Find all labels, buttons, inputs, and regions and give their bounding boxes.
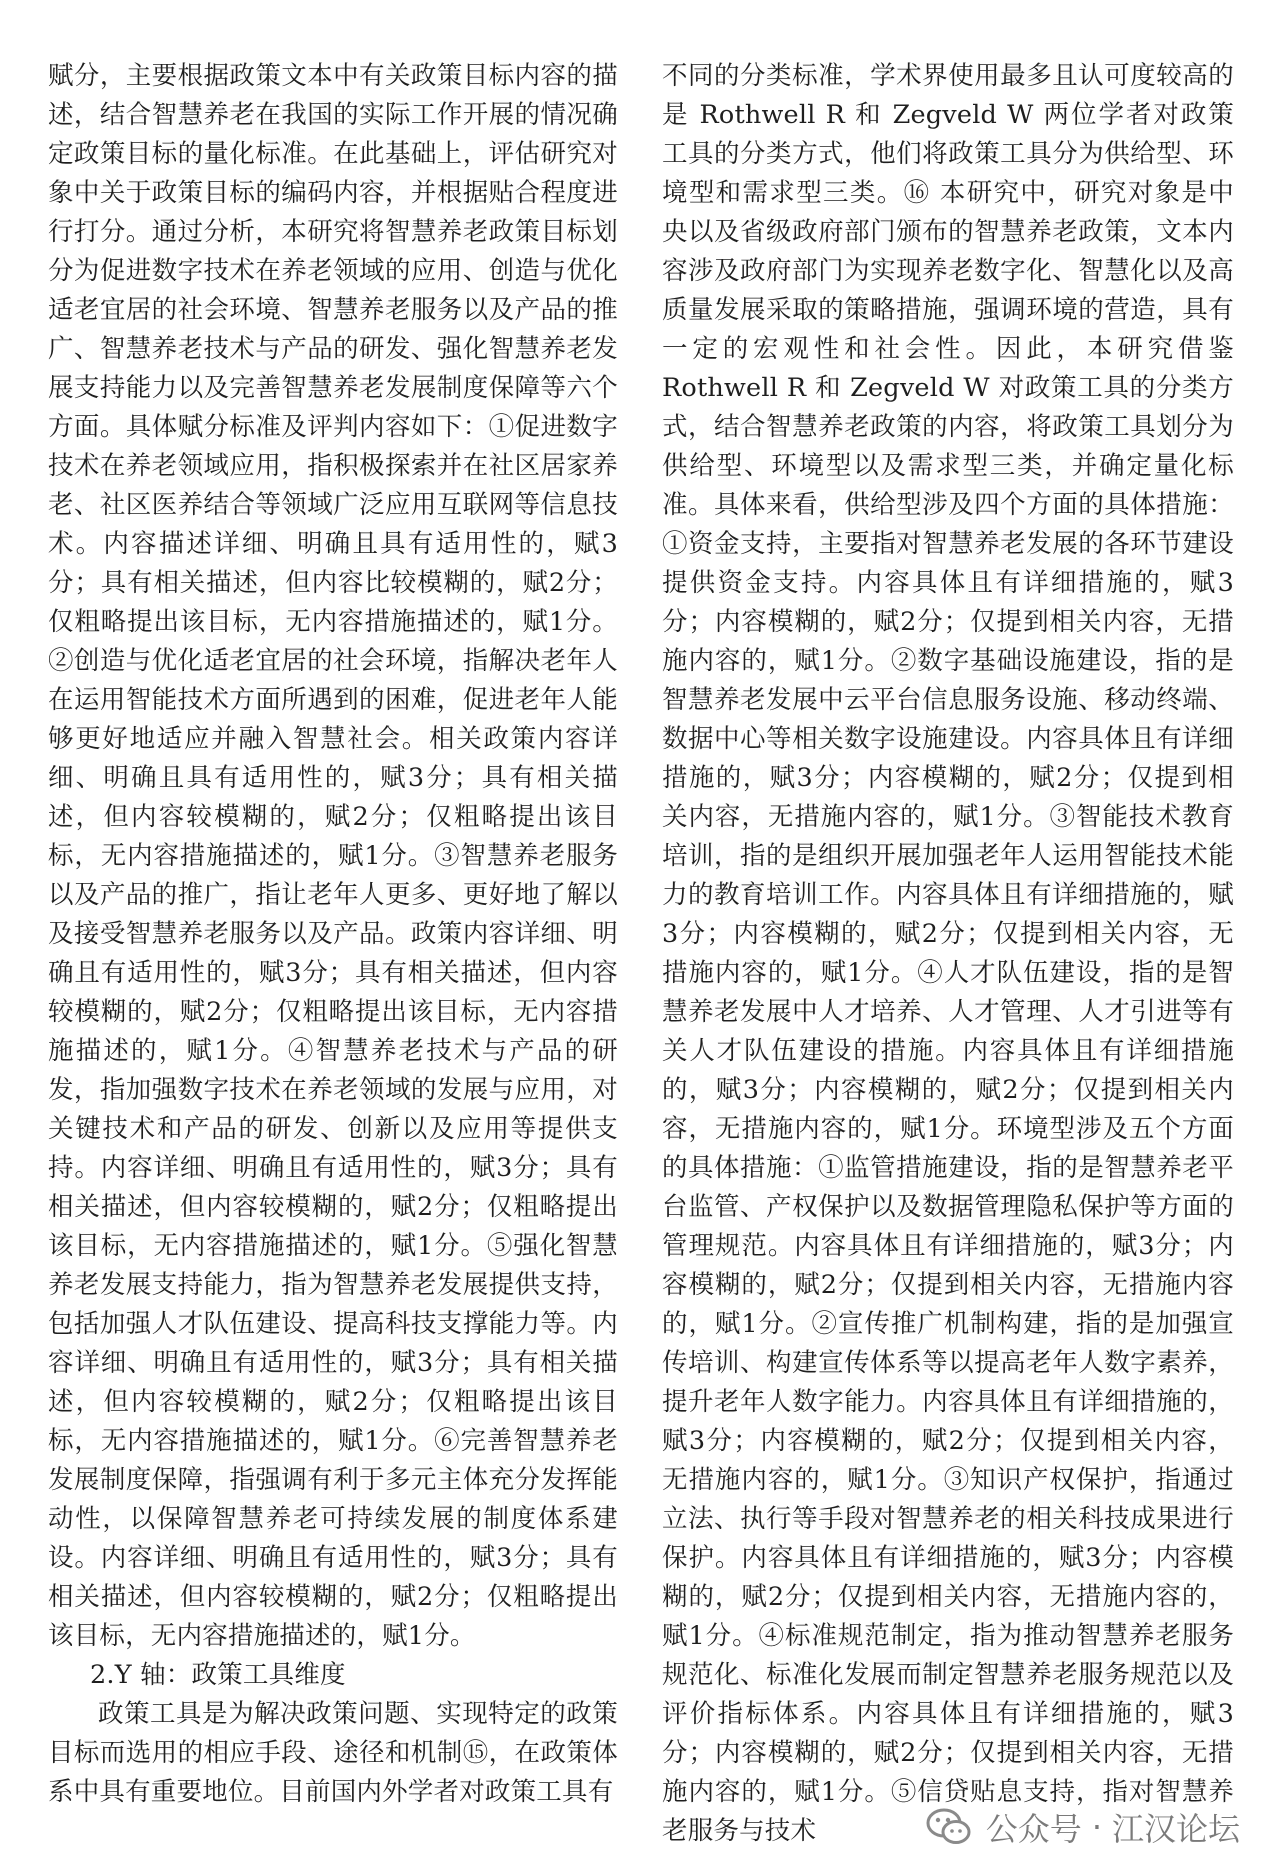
section-subheading-y-axis: 2.Y 轴：政策工具维度	[90, 1660, 346, 1690]
right-paragraph-tool-classification: 不同的分类标准，学术界使用最多且认可度较高的是 Rothwell R 和 Zegveld W 两位学者对政策工具的分类方式，他们将政策工具分为供给型、环境型和需求型三类。⑯ 本研究中，研究对象是中央以及省级政府部门颁布的智慧养老政策，文本内容涉及政府部门为实现养老数字化、智慧化以及高质量发展采取的策略措施，强调环境的营造，具有一定的宏观性和社会性。因此，本研究借鉴 Rothwell R 和 Zegveld W 对政策工具的分类方式，结合智慧养老政策的内容，将政策工具划分为供给型、环境型以及需求型三类，并确定量化标准。具体来看，供给型涉及四个方面的具体措施：①资金支持，主要指对智慧养老发展的各环节建设提供资金支持。内容具体且有详细措施的，赋3分；内容模糊的，赋2分；仅提到相关内容，无措施内容的，赋1分。②数字基础设施建设，指的是智慧养老发展中云平台信息服务设施、移动终端、数据中心等相关数字设施建设。内容具体且有详细措施的，赋3分；内容模糊的，赋2分；仅提到相关内容，无措施内容的，赋1分。③智能技术教育培训，指的是组织开展加强老年人运用智能技术能力的教育培训工作。内容具体且有详细措施的，赋3分；内容模糊的，赋2分；仅提到相关内容，无措施内容的，赋1分。④人才队伍建设，指的是智慧养老发展中人才培养、人才管理、人才引进等有关人才队伍建设的措施。内容具体且有详细措施的，赋3分；内容模糊的，赋2分；仅提到相关内容，无措施内容的，赋1分。环境型涉及五个方面的具体措施：①监管措施建设，指的是智慧养老平台监管、产权保护以及数据管理隐私保护等方面的管理规范。内容具体且有详细措施的，赋3分；内容模糊的，赋2分；仅提到相关内容，无措施内容的，赋1分。②宣传推广机制构建，指的是加强宣传培训、构建宣传体系等以提高老年人数字素养，提升老年人数字能力。内容具体且有详细措施的，赋3分；内容模糊的，赋2分；仅提到相关内容，无措施内容的，赋1分。③知识产权保护，指通过立法、执行等手段对智慧养老的相关科技成果进行保护。内容具体且有详细措施的，赋3分；内容模糊的，赋2分；仅提到相关内容，无措施内容的，赋1分。④标准规范制定，指为推动智慧养老服务规范化、标准化发展而制定智慧养老服务规范以及评价指标体系。内容具体且有详细措施的，赋3分；内容模糊的，赋2分；仅提到相关内容，无措施内容的，赋1分。⑤信贷贴息支持，指对智慧养老服务与技术	[662, 61, 1234, 1846]
watermark-separator: ·	[1091, 1808, 1102, 1846]
wechat-icon	[926, 1807, 972, 1847]
left-paragraph-scoring-standards: 赋分，主要根据政策文本中有关政策目标内容的描述，结合智慧养老在我国的实际工作开展的情况确定政策目标的量化标准。在此基础上，评估研究对象中关于政策目标的编码内容，并根据贴合程度进行打分。通过分析，本研究将智慧养老政策目标划分为促进数字技术在养老领域的应用、创造与优化适老宜居的社会环境、智慧养老服务以及产品的推广、智慧养老技术与产品的研发、强化智慧养老发展支持能力以及完善智慧养老发展制度保障等六个方面。具体赋分标准及评判内容如下：①促进数字技术在养老领域应用，指积极探索并在社区居家养老、社区医养结合等领域广泛应用互联网等信息技术。内容描述详细、明确且具有适用性的，赋3分；具有相关描述，但内容比较模糊的，赋2分；仅粗略提出该目标，无内容措施描述的，赋1分。②创造与优化适老宜居的社会环境，指解决老年人在运用智能技术方面所遇到的困难，促进老年人能够更好地适应并融入智慧社会。相关政策内容详细、明确且具有适用性的，赋3分；具有相关描述，但内容较模糊的，赋2分；仅粗略提出该目标，无内容措施描述的，赋1分。③智慧养老服务以及产品的推广，指让老年人更多、更好地了解以及接受智慧养老服务以及产品。政策内容详细、明确且有适用性的，赋3分；具有相关描述，但内容较模糊的，赋2分；仅粗略提出该目标，无内容措施描述的，赋1分。④智慧养老技术与产品的研发，指加强数字技术在养老领域的发展与应用，对关键技术和产品的研发、创新以及应用等提供支持。内容详细、明确且有适用性的，赋3分；具有相关描述，但内容较模糊的，赋2分；仅粗略提出该目标，无内容措施描述的，赋1分。⑤强化智慧养老发展支持能力，指为智慧养老发展提供支持，包括加强人才队伍建设、提高科技支撑能力等。内容详细、明确且有适用性的，赋3分；具有相关描述，但内容较模糊的，赋2分；仅粗略提出该目标，无内容措施描述的，赋1分。⑥完善智慧养老发展制度保障，指强调有利于多元主体充分发挥能动性，以保障智慧养老可持续发展的制度体系建设。内容详细、明确且有适用性的，赋3分；具有相关描述，但内容较模糊的，赋2分；仅粗略提出该目标，无内容措施描述的，赋1分。	[48, 61, 618, 1651]
left-paragraph-policy-tools: 政策工具是为解决政策问题、实现特定的政策目标而选用的相应手段、途径和机制⑮，在政策体系中具有重要地位。目前国内外学者对政策工具有	[48, 1699, 618, 1807]
wechat-watermark	[926, 1797, 1240, 1857]
right-column	[662, 57, 1234, 1851]
left-column	[48, 57, 618, 1812]
watermark-prefix: 公众号	[985, 1810, 1082, 1848]
watermark-account-name: 江汉论坛	[1111, 1810, 1240, 1848]
